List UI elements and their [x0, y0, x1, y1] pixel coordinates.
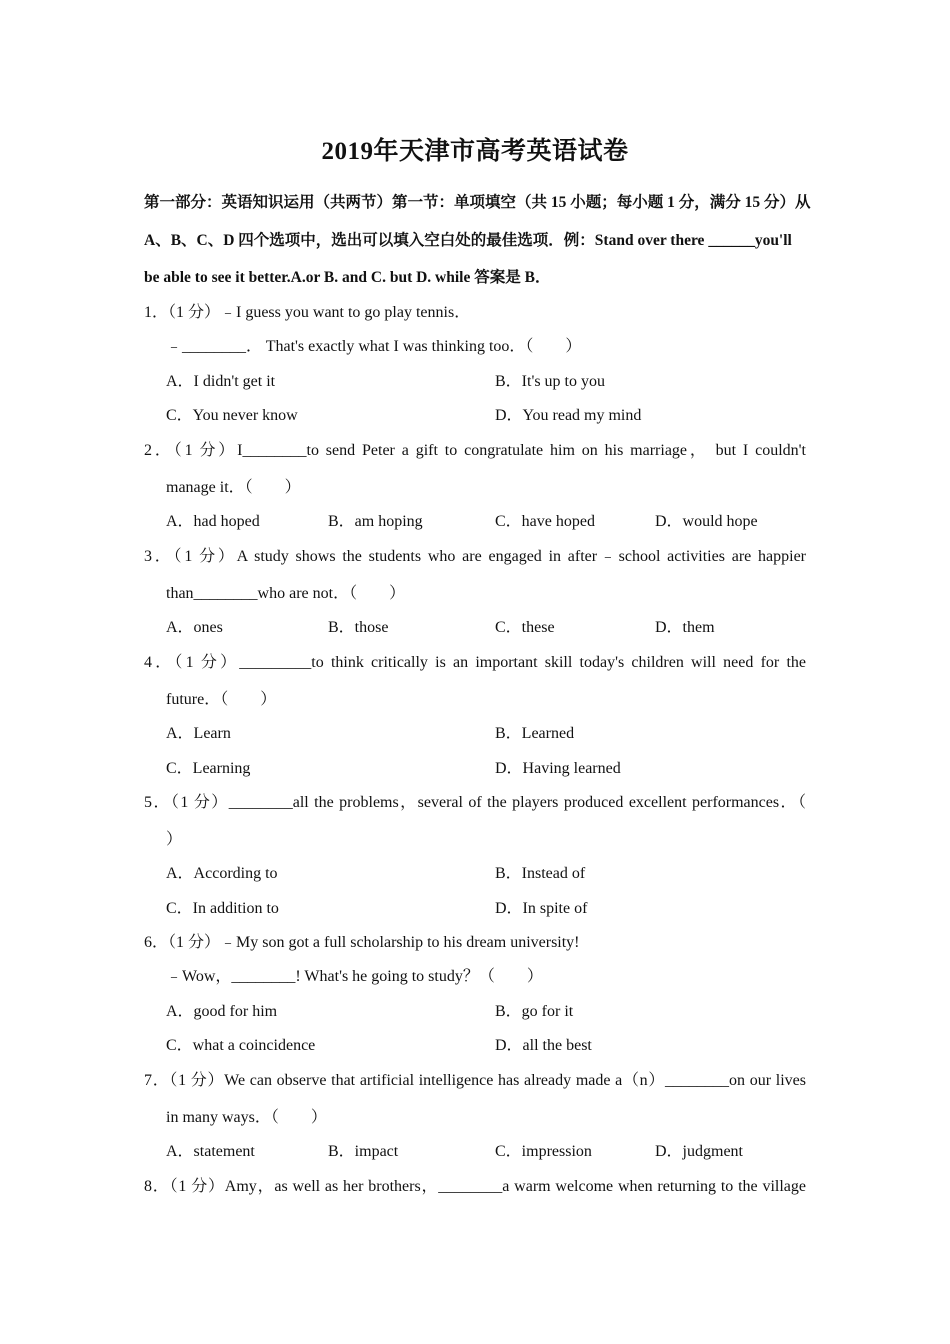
question-3-stem-cont: than________who are not．（ ） — [166, 585, 406, 602]
question-3-option-d[interactable]: D．them — [655, 619, 715, 636]
page-title: 2019年天津市高考英语试卷 — [321, 138, 629, 165]
question-4-stem: 4．（1 分）_________to think critically is an important skill today's children will need for the — [144, 654, 806, 671]
question-1-option-d[interactable]: D．You read my mind — [495, 407, 642, 424]
question-5-stem: 5．（1 分）________all the problems，several of the players produced excellent performances．（ — [144, 794, 806, 811]
question-7-stem-cont: in many ways．（ ） — [166, 1109, 327, 1126]
question-1-option-a[interactable]: A．I didn't get it — [166, 373, 276, 390]
question-2-option-a[interactable]: A．had hoped — [166, 513, 260, 530]
question-3-option-b[interactable]: B．those — [328, 619, 389, 636]
question-7-option-d[interactable]: D．judgment — [655, 1143, 743, 1160]
question-5-option-c[interactable]: C．In addition to — [166, 900, 279, 917]
intro-line-3: be able to see it better.A.or B. and C. but D. while 答案是 B． — [144, 269, 551, 286]
question-7-option-c[interactable]: C．impression — [495, 1143, 592, 1160]
question-4-option-b[interactable]: B．Learned — [495, 725, 575, 742]
question-4-option-c[interactable]: C．Learning — [166, 760, 251, 777]
question-2-option-c[interactable]: C．have hoped — [495, 513, 595, 530]
question-4-option-d[interactable]: D．Having learned — [495, 760, 621, 777]
question-7-option-a[interactable]: A．statement — [166, 1143, 255, 1160]
question-6-option-d[interactable]: D．all the best — [495, 1037, 592, 1054]
question-3-option-c[interactable]: C．these — [495, 619, 555, 636]
question-5-stem-cont: ） — [166, 831, 183, 848]
intro-line-2: A、B、C、D 四个选项中，选出可以填入空白处的最佳选项．例：Stand over there ______you'll — [144, 232, 792, 249]
question-6-stem: 6．（1 分）﹣My son got a full scholarship to his dream university! — [144, 934, 580, 951]
question-1-stem: 1．（1 分）﹣I guess you want to go play tennis． — [144, 304, 471, 321]
question-2-option-b[interactable]: B．am hoping — [328, 513, 423, 530]
intro-line-1: 第一部分：英语知识运用（共两节）第一节：单项填空（共 15 小题；每小题 1 分，满分 15 分）从 — [144, 194, 811, 211]
question-5-option-d[interactable]: D．In spite of — [495, 900, 588, 917]
question-7-option-b[interactable]: B．impact — [328, 1143, 399, 1160]
question-8-stem: 8．（1 分）Amy，as well as her brothers，________a warm welcome when returning to the village — [144, 1178, 806, 1195]
question-5-option-b[interactable]: B．Instead of — [495, 865, 586, 882]
question-7-stem: 7．（1 分）We can observe that artificial intelligence has already made a（n）________on our lives — [144, 1072, 806, 1089]
question-1-option-c[interactable]: C．You never know — [166, 407, 298, 424]
question-6-option-c[interactable]: C．what a coincidence — [166, 1037, 316, 1054]
question-3-stem: 3．（1 分）A study shows the students who are engaged in after﹣school activities are happier — [144, 548, 806, 565]
question-5-option-a[interactable]: A．According to — [166, 865, 278, 882]
question-2-option-d[interactable]: D．would hope — [655, 513, 758, 530]
question-2-stem: 2．（1 分）I________to send Peter a gift to congratulate him on his marriage， but I couldn't — [144, 442, 806, 459]
question-6-stem-cont: ﹣Wow，________! What's he going to study？（ ） — [166, 968, 543, 985]
question-4-option-a[interactable]: A．Learn — [166, 725, 231, 742]
question-1-option-b[interactable]: B．It's up to you — [495, 373, 606, 390]
question-1-stem-cont: ﹣________． That's exactly what I was thinking too．（ ） — [166, 338, 582, 355]
question-2-stem-cont: manage it．（ ） — [166, 479, 301, 496]
question-4-stem-cont: future．（ ） — [166, 691, 277, 708]
question-6-option-a[interactable]: A．good for him — [166, 1003, 278, 1020]
question-6-option-b[interactable]: B．go for it — [495, 1003, 574, 1020]
question-3-option-a[interactable]: A．ones — [166, 619, 223, 636]
